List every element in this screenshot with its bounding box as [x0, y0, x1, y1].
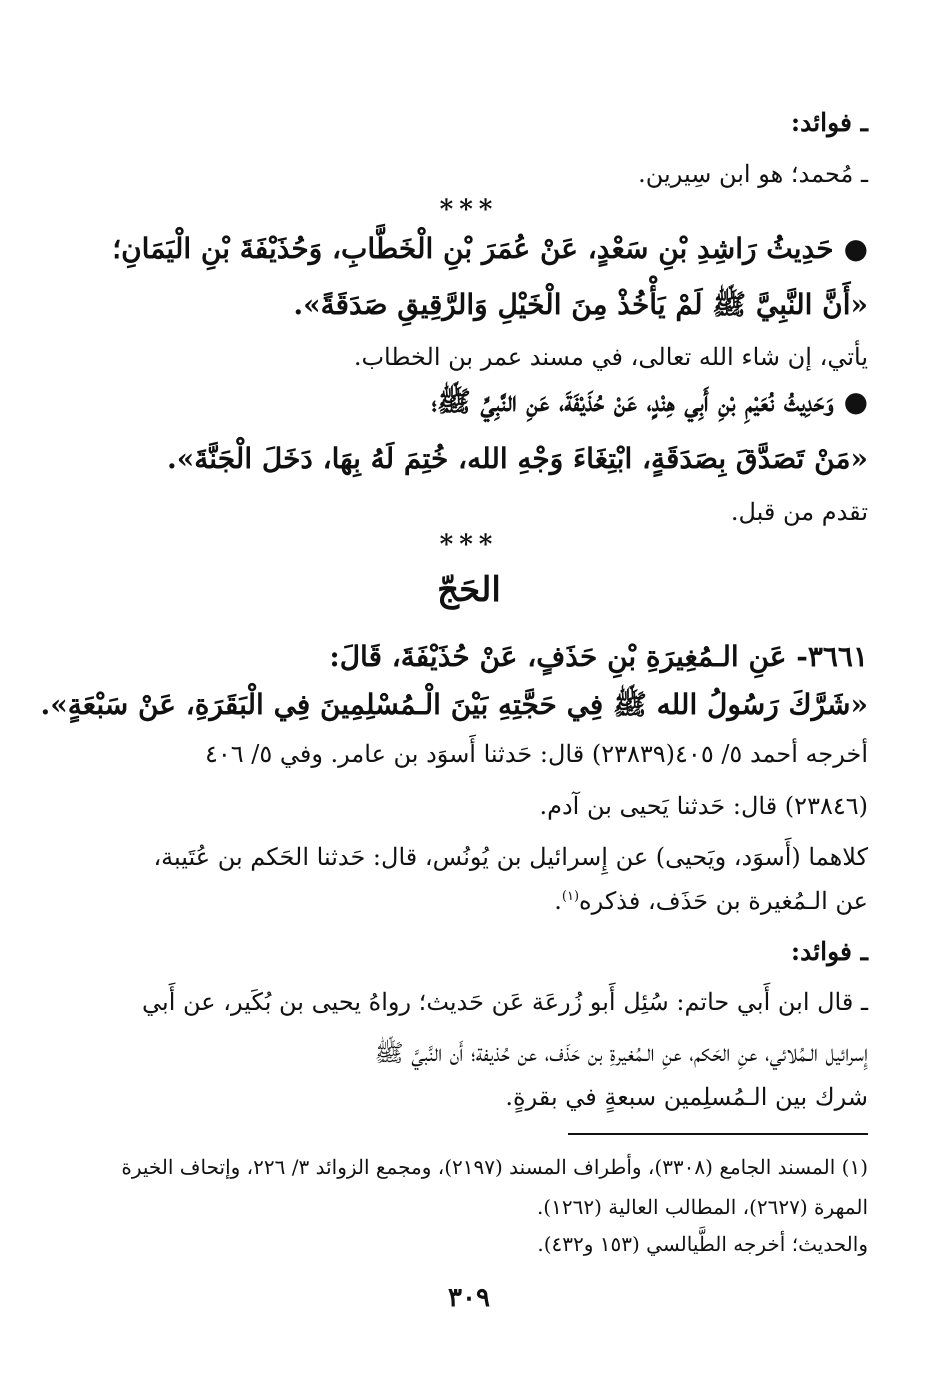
book-page	[40, 0, 868, 1385]
takhrij-line: (٢٣٨٤٦) قال: حَدثنا يَحيى بن آدم.	[539, 792, 868, 820]
footnote-divider	[568, 1133, 868, 1135]
hadith-isnad-text: حَدِيثُ رَاشِدِ بْنِ سَعْدٍ، عَنْ عُمَرَ بْنِ الْخَطَّابِ، وَحُذَيْفَةَ بْنِ الْيَمَانِ؛	[112, 232, 834, 265]
section-separator: ***	[439, 195, 499, 225]
bullet-icon: ●	[843, 385, 868, 418]
footnote-line: والحديث؛ أخرجه الطَّيالسي (١٥٣ و٤٣٢).	[537, 1232, 868, 1256]
hadith-matn: «مَنْ تَصَدَّقَ بِصَدَقَةٍ، ابْتِغَاءَ وَجْهِ الله، خُتِمَ لَهُ بِهَا، دَخَلَ الْجَنَّةَ».	[167, 442, 868, 475]
page-number: ٣٠٩	[448, 1283, 490, 1313]
hadith-isnad	[70, 385, 868, 425]
bullet-icon: ●	[843, 232, 868, 265]
chapter-title: الحَجّ	[437, 570, 501, 610]
benefits-heading: ـ فوائد:	[790, 108, 868, 137]
hadith-note: يأتي، إن شاء الله تعالى، في مسند عمر بن الخطاب.	[353, 343, 868, 371]
takhrij-line	[70, 887, 868, 915]
benefits-heading: ـ فوائد:	[790, 937, 868, 966]
benefit-line: إِسرائيل الـمُلائي، عنِ الحَكم، عنِ الـمُغيرةِ بن حَذَف، عن حُذيفة؛ أَن النَّبيَّ ﷺ	[374, 1039, 868, 1067]
footnote-marker[interactable]: (١)	[561, 889, 580, 904]
footnote-line: المهرة (٢٦٢٧)، المطالب العالية (١٢٦٢).	[536, 1195, 868, 1219]
takhrij-line: أخرجه أحمد ٥/ ٤٠٥(٢٣٨٣٩) قال: حَدثنا أَسوَد بن عامر. وفي ٥/ ٤٠٦	[204, 740, 868, 768]
hadith-matn: «أَنَّ النَّبِيَّ ﷺ لَمْ يَأْخُذْ مِنَ الْخَيْلِ وَالرَّقِيقِ صَدَقَةً».	[293, 288, 868, 321]
takhrij-line: كلاهما (أَسوَد، ويَحيى) عن إِسرائيل بن يُونُس، قال: حَدثنا الحَكم بن عُتَيبة،	[153, 843, 868, 871]
benefit-note: ـ مُحمد؛ هو ابن سِيرين.	[638, 160, 868, 188]
section-separator: ***	[439, 530, 499, 560]
takhrij-end: .	[554, 887, 562, 915]
hadith-note: تقدم من قبل.	[730, 498, 868, 526]
benefit-line: ـ قال ابن أَبي حاتم: سُئِل أَبو زُرعَة عَن حَديث؛ رواهُ يحيى بن بُكَير، عن أَبي	[142, 988, 868, 1016]
footnote-line: (١) المسند الجامع (٣٣٠٨)، وأطراف المسند (٢١٩٧)، ومجمع الزوائد ٣/ ٢٢٦، وإتحاف الخيرة	[121, 1155, 868, 1179]
hadith-isnad-text: وَحَدِيثُ نُعَيْمِ بْنِ أَبِي هِنْدٍ، عَنْ حُذَيْفَةَ، عَنِ النَّبِيِّ ﷺ؛	[431, 385, 834, 418]
takhrij-text: عن الـمُغيرة بن حَذَف، فذكره	[579, 887, 868, 915]
hadith-isnad	[70, 232, 868, 265]
benefit-line: شرك بين الـمُسلِمين سبعةٍ في بقرةٍ.	[505, 1083, 868, 1111]
hadith-isnad: ٣٦٦١- عَنِ الـمُغِيرَةِ بْنِ حَذَفٍ، عَنْ حُذَيْفَةَ، قَالَ:	[329, 640, 868, 673]
hadith-matn: «شَرَّكَ رَسُولُ الله ﷺ فِي حَجَّتِهِ بَيْنَ الْـمُسْلِمِينَ فِي الْبَقَرَةِ، عَنْ سَبْعَةٍ».	[40, 688, 868, 721]
